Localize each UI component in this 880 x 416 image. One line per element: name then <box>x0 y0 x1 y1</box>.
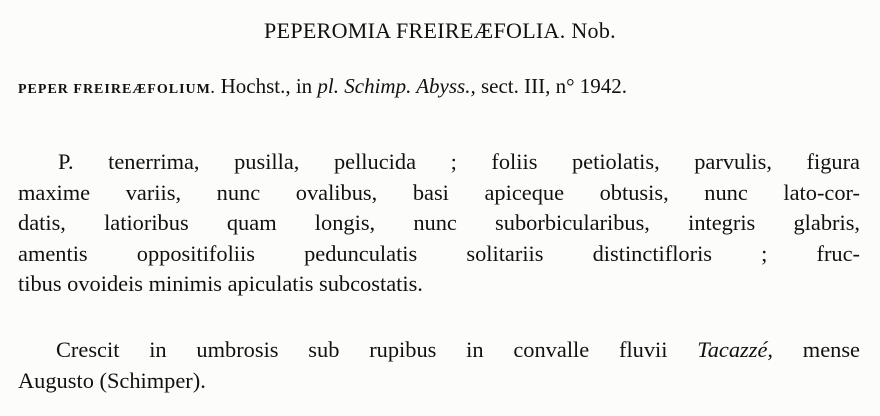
description-line: amentis oppositifoliis pedunculatis solitariis distinctifloris ; fruc- <box>18 240 860 266</box>
habitat-line-2: Augusto (Schimper). <box>18 367 206 393</box>
species-title: PEPEROMIA FREIREÆFOLIA. Nob. <box>264 18 616 43</box>
synonym-author: Hochst., in <box>215 74 318 98</box>
description-paragraph <box>18 147 860 300</box>
synonym-source: pl. Schimp. Abyss., <box>317 74 476 98</box>
description-line: tibus ovoideis minimis apiculatis subcostatis. <box>18 271 423 296</box>
description-line: datis, latioribus quam longis, nunc suborbicularibus, integris glabris, <box>18 210 860 235</box>
synonym-section: sect. III, n° 1942. <box>475 74 627 98</box>
synonym-line <box>18 74 868 99</box>
description-line: P. tenerrima, pusilla, pellucida ; foliis petiolatis, parvulis, figura <box>58 149 860 174</box>
habitat-text: Crescit in umbrosis sub rupibus in convalle fluvii <box>56 337 698 362</box>
synonym-name: PEPER FREIREÆFOLIUM. <box>18 82 216 97</box>
habitat-line <box>18 335 860 366</box>
description-line: maxime variis, nunc ovalibus, basi apiceque obtusis, nunc lato-cor- <box>18 179 860 205</box>
habitat-paragraph <box>18 335 860 396</box>
habitat-place: Tacazzé, <box>697 337 773 362</box>
habitat-text-month: mense <box>773 337 860 362</box>
